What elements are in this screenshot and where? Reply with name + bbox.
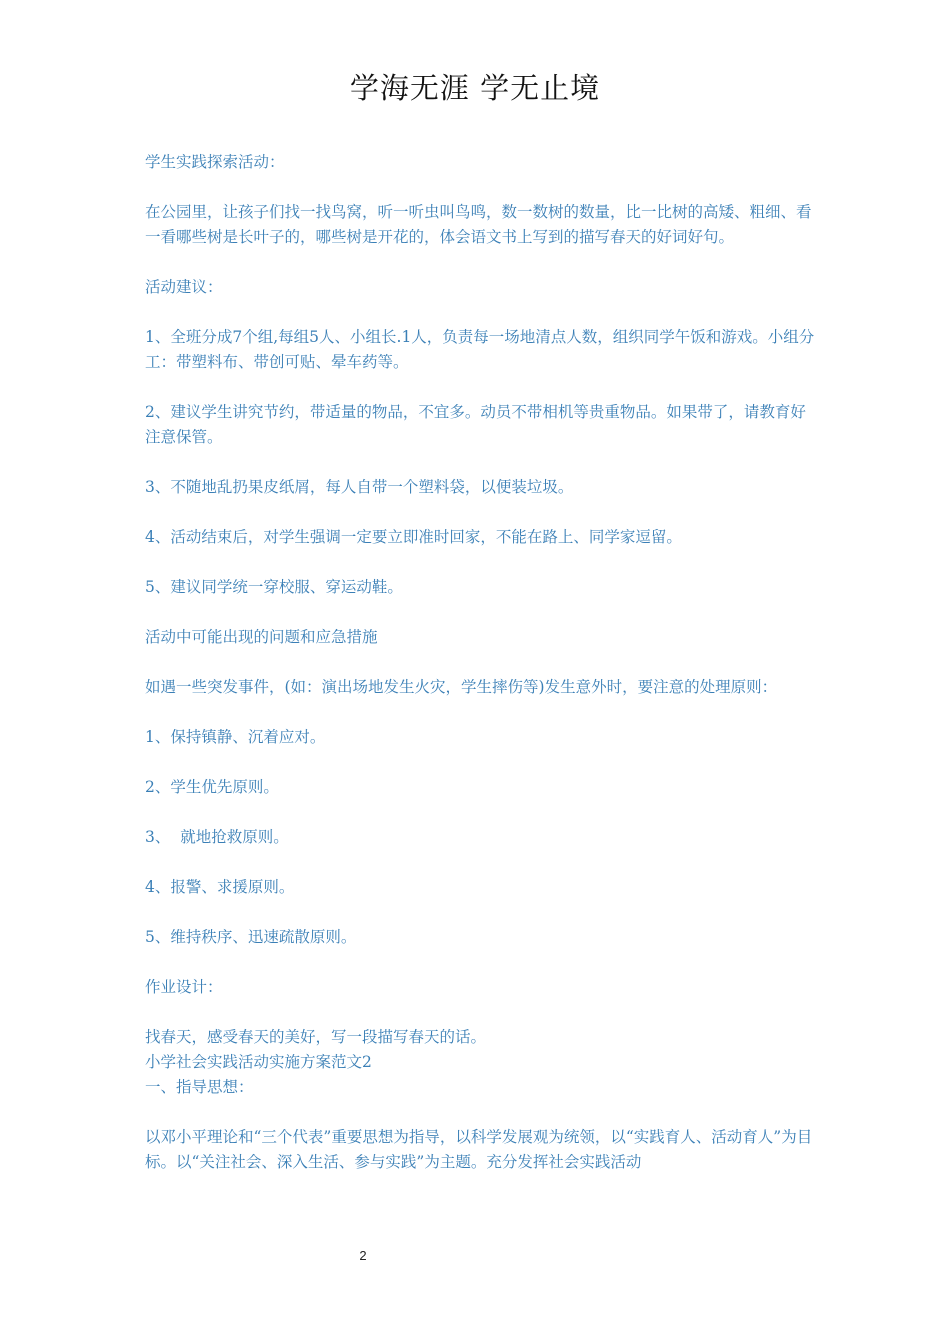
paragraph-suggestions-heading: 活动建议： <box>145 278 223 296</box>
paragraph-suggestion-4: 4、活动结束后，对学生强调一定要立即准时回家，不能在路上、同学家逗留。 <box>145 528 682 546</box>
paragraph-practice-heading: 学生实践探索活动： <box>145 153 285 171</box>
paragraph-emergency-intro: 如遇一些突发事件，(如：演出场地发生火灾，学生摔伤等)发生意外时，要注意的处理原则： <box>145 678 778 696</box>
page-title: 学海无涯 学无止境 <box>349 71 601 105</box>
paragraph-emergency-heading: 活动中可能出现的问题和应急措施 <box>145 628 378 646</box>
paragraph-principle-1: 1、保持镇静、沉着应对。 <box>145 728 326 746</box>
paragraph-park-activity: 在公园里，让孩子们找一找鸟窝，听一听虫叫鸟鸣，数一数树的数量，比一比树的高矮、粗细、看一看哪些树是长叶子的，哪些树是开花的，体会语文书上写到的描写春天的好词好句。 <box>145 203 812 246</box>
paragraph-section-title: 小学社会实践活动实施方案范文2 <box>145 1053 372 1071</box>
paragraph-homework-heading: 作业设计： <box>145 978 223 996</box>
paragraph-principle-5: 5、维持秩序、迅速疏散原则。 <box>145 928 357 946</box>
document-body <box>145 150 820 1175</box>
paragraph-guiding-heading: 一、指导思想： <box>145 1078 254 1096</box>
paragraph-suggestion-1: 1、全班分成7个组,每组5人、小组长.1人，负责每一场地清点人数，组织同学午饭和游戏。小组分工：带塑料布、带创可贴、晕车药等。 <box>145 328 815 371</box>
paragraph-principle-2: 2、学生优先原则。 <box>145 778 279 796</box>
page-number: 2 <box>359 1248 367 1263</box>
paragraph-principle-4: 4、报警、求援原则。 <box>145 878 295 896</box>
paragraph-suggestion-2: 2、建议学生讲究节约，带适量的物品，不宜多。动员不带相机等贵重物品。如果带了，请教育好注意保管。 <box>145 403 806 446</box>
paragraph-suggestion-5: 5、建议同学统一穿校服、穿运动鞋。 <box>145 578 403 596</box>
paragraph-suggestion-3: 3、不随地乱扔果皮纸屑，每人自带一个塑料袋，以便装垃圾。 <box>145 478 574 496</box>
paragraph-principle-3: 3、 就地抢救原则。 <box>145 828 289 846</box>
paragraph-homework: 找春天，感受春天的美好，写一段描写春天的话。 <box>145 1028 487 1046</box>
paragraph-guiding-text: 以邓小平理论和“三个代表”重要思想为指导，以科学发展观为统领，以“实践育人、活动育人”为目标。以“关注社会、深入生活、参与实践”为主题。充分发挥社会实践活动 <box>145 1128 813 1171</box>
